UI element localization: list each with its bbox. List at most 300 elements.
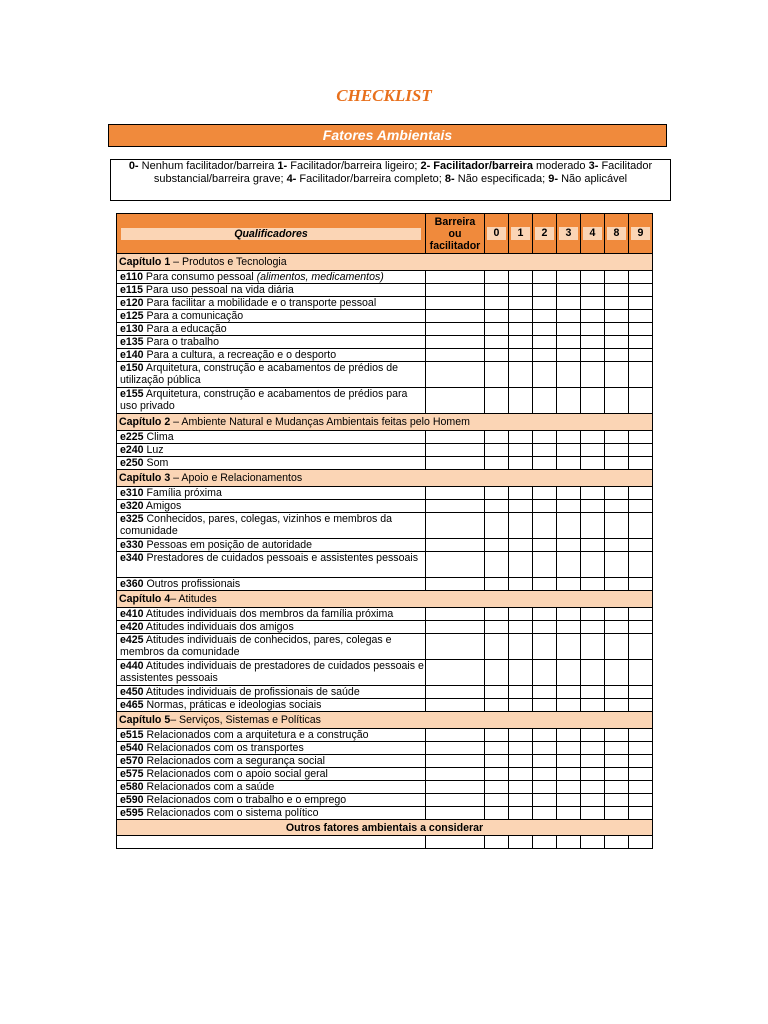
qualifier-cell[interactable]	[509, 388, 533, 414]
qualifier-cell[interactable]	[629, 444, 653, 457]
qualifier-cell[interactable]	[629, 362, 653, 388]
qualifier-cell[interactable]	[509, 686, 533, 699]
qualifier-cell[interactable]	[557, 362, 581, 388]
qualifier-cell[interactable]	[485, 742, 509, 755]
checklist-body	[117, 254, 653, 849]
qualifier-cell[interactable]	[509, 431, 533, 444]
barreira-cell[interactable]	[426, 284, 485, 297]
barreira-cell[interactable]	[426, 608, 485, 621]
qualifier-cell[interactable]	[581, 323, 605, 336]
qualifier-cell[interactable]	[629, 742, 653, 755]
qualifier-cell[interactable]	[485, 836, 509, 849]
qualifier-cell[interactable]	[485, 297, 509, 310]
qualifier-cell[interactable]	[557, 336, 581, 349]
qualifier-cell[interactable]	[581, 336, 605, 349]
item-description	[117, 388, 426, 414]
qualifier-cell[interactable]	[485, 271, 509, 284]
qualifier-cell[interactable]	[509, 634, 533, 660]
qualifier-cell[interactable]	[485, 539, 509, 552]
item-description	[117, 487, 426, 500]
item-description	[117, 807, 426, 820]
table-row	[117, 660, 653, 686]
qualifier-cell[interactable]	[533, 660, 557, 686]
qualifier-cell[interactable]	[533, 621, 557, 634]
qualifier-cell[interactable]	[509, 271, 533, 284]
barreira-cell[interactable]	[426, 487, 485, 500]
item-text: Relacionados com o trabalho e o emprego	[143, 794, 347, 806]
qualifier-cell[interactable]	[605, 742, 629, 755]
qualifier-cell[interactable]	[533, 457, 557, 470]
qualifier-cell[interactable]	[605, 323, 629, 336]
header-barreira	[426, 214, 485, 254]
qualifier-cell[interactable]	[581, 349, 605, 362]
qualifier-cell[interactable]	[509, 578, 533, 591]
qualifier-cell[interactable]	[605, 444, 629, 457]
item-code: e325	[120, 513, 144, 525]
qualifier-cell[interactable]	[557, 781, 581, 794]
barreira-cell[interactable]	[426, 457, 485, 470]
item-text: Família próxima	[143, 487, 222, 499]
qualifier-cell[interactable]	[557, 608, 581, 621]
qualifier-cell[interactable]	[629, 310, 653, 323]
qualifier-cell[interactable]	[485, 807, 509, 820]
qualifier-cell[interactable]	[533, 755, 557, 768]
qualifier-cell[interactable]	[581, 686, 605, 699]
qualifier-cell[interactable]	[557, 431, 581, 444]
qualifier-cell[interactable]	[509, 755, 533, 768]
qualifier-cell[interactable]	[533, 807, 557, 820]
qualifier-cell[interactable]	[485, 444, 509, 457]
barreira-cell[interactable]	[426, 686, 485, 699]
barreira-cell[interactable]	[426, 336, 485, 349]
chapter-row	[117, 254, 653, 271]
table-row	[117, 271, 653, 284]
header-num-label: 4	[583, 227, 602, 240]
qualifier-cell[interactable]	[485, 323, 509, 336]
item-description	[117, 336, 426, 349]
qualifier-cell[interactable]	[485, 634, 509, 660]
qualifier-cell[interactable]	[485, 336, 509, 349]
qualifier-cell[interactable]	[509, 621, 533, 634]
qualifier-cell[interactable]	[605, 686, 629, 699]
qualifier-cell[interactable]	[509, 336, 533, 349]
qualifier-cell[interactable]	[605, 755, 629, 768]
qualifier-cell[interactable]	[581, 794, 605, 807]
qualifier-cell[interactable]	[509, 297, 533, 310]
qualifier-cell[interactable]	[581, 284, 605, 297]
qualifier-cell[interactable]	[581, 634, 605, 660]
qualifier-cell[interactable]	[509, 660, 533, 686]
qualifier-cell[interactable]	[557, 349, 581, 362]
qualifier-cell[interactable]	[581, 729, 605, 742]
qualifier-cell[interactable]	[581, 444, 605, 457]
qualifier-cell[interactable]	[605, 284, 629, 297]
qualifier-cell[interactable]	[533, 781, 557, 794]
qualifier-cell[interactable]	[485, 768, 509, 781]
item-code: e330	[120, 539, 144, 551]
qualifier-cell[interactable]	[581, 310, 605, 323]
barreira-cell[interactable]	[426, 836, 485, 849]
table-row	[117, 336, 653, 349]
qualifier-cell[interactable]	[581, 742, 605, 755]
qualifier-cell[interactable]	[533, 349, 557, 362]
qualifier-cell[interactable]	[557, 513, 581, 539]
qualifier-cell[interactable]	[485, 729, 509, 742]
qualifier-cell[interactable]	[557, 271, 581, 284]
table-row	[117, 297, 653, 310]
qualifier-cell[interactable]	[485, 552, 509, 578]
qualifier-cell[interactable]	[509, 729, 533, 742]
table-row	[117, 323, 653, 336]
barreira-cell[interactable]	[426, 323, 485, 336]
qualifier-cell[interactable]	[629, 768, 653, 781]
item-description	[117, 500, 426, 513]
qualifier-cell[interactable]	[581, 500, 605, 513]
qualifier-cell[interactable]	[629, 431, 653, 444]
qualifier-cell[interactable]	[533, 297, 557, 310]
barreira-cell[interactable]	[426, 729, 485, 742]
qualifier-cell[interactable]	[533, 608, 557, 621]
qualifier-cell[interactable]	[629, 539, 653, 552]
item-code: e110	[120, 271, 143, 283]
item-text: Amigos	[143, 500, 182, 512]
qualifier-cell[interactable]	[605, 271, 629, 284]
qualifier-cell[interactable]	[581, 362, 605, 388]
qualifier-cell[interactable]	[509, 539, 533, 552]
qualifier-cell[interactable]	[485, 310, 509, 323]
qualifier-cell[interactable]	[509, 608, 533, 621]
qualifier-cell[interactable]	[485, 457, 509, 470]
qualifier-cell[interactable]	[605, 513, 629, 539]
qualifier-cell[interactable]	[629, 578, 653, 591]
qualifier-cell[interactable]	[605, 836, 629, 849]
qualifier-cell[interactable]	[629, 513, 653, 539]
qualifier-cell[interactable]	[629, 349, 653, 362]
qualifier-cell[interactable]	[557, 686, 581, 699]
table-row	[117, 608, 653, 621]
qualifier-cell[interactable]	[605, 310, 629, 323]
qualifier-cell[interactable]	[485, 755, 509, 768]
qualifier-cell[interactable]	[629, 457, 653, 470]
qualifier-cell[interactable]	[605, 768, 629, 781]
qualifier-cell[interactable]	[509, 513, 533, 539]
qualifier-cell[interactable]	[557, 660, 581, 686]
barreira-cell[interactable]	[426, 621, 485, 634]
qualifier-cell[interactable]	[629, 634, 653, 660]
qualifier-cell[interactable]	[605, 634, 629, 660]
qualifier-cell[interactable]	[557, 457, 581, 470]
table-row	[117, 362, 653, 388]
qualifier-cell[interactable]	[485, 699, 509, 712]
qualifier-cell[interactable]	[485, 349, 509, 362]
qualifier-cell[interactable]	[533, 388, 557, 414]
qualifier-cell[interactable]	[485, 431, 509, 444]
qualifier-cell[interactable]	[581, 608, 605, 621]
qualifier-cell[interactable]	[629, 500, 653, 513]
qualifier-cell[interactable]	[509, 836, 533, 849]
qualifier-cell[interactable]	[581, 836, 605, 849]
qualifier-cell[interactable]	[509, 284, 533, 297]
item-description	[117, 755, 426, 768]
qualifier-cell[interactable]	[629, 794, 653, 807]
barreira-cell[interactable]	[426, 513, 485, 539]
qualifier-cell[interactable]	[485, 621, 509, 634]
qualifier-cell[interactable]	[605, 552, 629, 578]
qualifier-cell[interactable]	[581, 513, 605, 539]
qualifier-cell[interactable]	[557, 699, 581, 712]
qualifier-cell[interactable]	[509, 807, 533, 820]
qualifier-cell[interactable]	[581, 578, 605, 591]
qualifier-cell[interactable]	[533, 323, 557, 336]
chapter-heading	[117, 712, 653, 729]
qualifier-cell[interactable]	[629, 608, 653, 621]
barreira-cell[interactable]	[426, 807, 485, 820]
barreira-cell[interactable]	[426, 271, 485, 284]
qualifier-cell[interactable]	[605, 608, 629, 621]
barreira-cell[interactable]	[426, 431, 485, 444]
qualifier-cell[interactable]	[509, 794, 533, 807]
qualifier-cell[interactable]	[509, 349, 533, 362]
qualifier-cell[interactable]	[485, 578, 509, 591]
barreira-cell[interactable]	[426, 500, 485, 513]
qualifier-cell[interactable]	[557, 621, 581, 634]
qualifier-cell[interactable]	[509, 310, 533, 323]
qualifier-cell[interactable]	[557, 310, 581, 323]
qualifier-cell[interactable]	[581, 755, 605, 768]
qualifier-cell[interactable]	[485, 608, 509, 621]
qualifier-cell[interactable]	[605, 660, 629, 686]
qualifier-cell[interactable]	[509, 487, 533, 500]
qualifier-cell[interactable]	[485, 388, 509, 414]
qualifier-cell[interactable]	[581, 699, 605, 712]
qualifier-cell[interactable]	[533, 699, 557, 712]
qualifier-cell[interactable]	[581, 431, 605, 444]
qualifier-cell[interactable]	[509, 552, 533, 578]
qualifier-cell[interactable]	[485, 284, 509, 297]
qualifier-cell[interactable]	[557, 836, 581, 849]
qualifier-cell[interactable]	[509, 742, 533, 755]
qualifier-cell[interactable]	[605, 699, 629, 712]
qualifier-cell[interactable]	[509, 781, 533, 794]
qualifier-cell[interactable]	[533, 500, 557, 513]
chapter-title: – Apoio e Relacionamentos	[170, 472, 303, 484]
qualifier-cell[interactable]	[581, 297, 605, 310]
qualifier-cell[interactable]	[629, 836, 653, 849]
table-row	[117, 284, 653, 297]
qualifier-cell[interactable]	[629, 271, 653, 284]
qualifier-cell[interactable]	[605, 781, 629, 794]
qualifier-cell[interactable]	[509, 699, 533, 712]
qualifier-cell[interactable]	[581, 781, 605, 794]
qualifier-cell[interactable]	[557, 729, 581, 742]
qualifier-cell[interactable]	[581, 271, 605, 284]
header-col-8	[605, 214, 629, 254]
qualifier-cell[interactable]	[485, 500, 509, 513]
qualifier-cell[interactable]	[533, 431, 557, 444]
qualifier-cell[interactable]	[533, 310, 557, 323]
qualifier-cell[interactable]	[605, 336, 629, 349]
barreira-cell[interactable]	[426, 794, 485, 807]
qualifier-cell[interactable]	[605, 431, 629, 444]
qualifier-cell[interactable]	[533, 729, 557, 742]
qualifier-cell[interactable]	[629, 729, 653, 742]
barreira-cell[interactable]	[426, 634, 485, 660]
barreira-cell[interactable]	[426, 310, 485, 323]
barreira-cell[interactable]	[426, 755, 485, 768]
qualifier-cell[interactable]	[485, 487, 509, 500]
qualifier-cell[interactable]	[605, 621, 629, 634]
barreira-cell[interactable]	[426, 660, 485, 686]
qualifier-cell[interactable]	[581, 621, 605, 634]
qualifier-cell[interactable]	[629, 297, 653, 310]
qualifier-cell[interactable]	[533, 444, 557, 457]
qualifier-cell[interactable]	[533, 284, 557, 297]
qualifier-cell[interactable]	[629, 487, 653, 500]
qualifier-cell[interactable]	[629, 336, 653, 349]
barreira-cell[interactable]	[426, 539, 485, 552]
item-description	[117, 457, 426, 470]
barreira-cell[interactable]	[426, 578, 485, 591]
qualifier-cell[interactable]	[533, 768, 557, 781]
qualifier-cell[interactable]	[581, 487, 605, 500]
qualifier-cell[interactable]	[557, 794, 581, 807]
item-text: Arquitetura, construção e acabamentos de prédios de utilização pública	[120, 362, 398, 386]
qualifier-cell[interactable]	[629, 699, 653, 712]
qualifier-cell[interactable]	[509, 323, 533, 336]
qualifier-cell[interactable]	[533, 578, 557, 591]
item-code: e580	[120, 781, 144, 793]
qualifier-cell[interactable]	[533, 552, 557, 578]
qualifier-cell[interactable]	[629, 755, 653, 768]
qualifier-cell[interactable]	[557, 388, 581, 414]
barreira-cell[interactable]	[426, 444, 485, 457]
barreira-cell[interactable]	[426, 742, 485, 755]
qualifier-cell[interactable]	[509, 362, 533, 388]
barreira-cell[interactable]	[426, 297, 485, 310]
qualifier-cell[interactable]	[557, 284, 581, 297]
qualifier-cell[interactable]	[557, 768, 581, 781]
qualifier-cell[interactable]	[485, 794, 509, 807]
qualifier-cell[interactable]	[605, 794, 629, 807]
chapter-row	[117, 712, 653, 729]
barreira-cell[interactable]	[426, 362, 485, 388]
item-text: Atitudes individuais dos membros da família próxima	[143, 608, 394, 620]
qualifier-cell[interactable]	[557, 487, 581, 500]
qualifier-cell[interactable]	[605, 500, 629, 513]
qualifier-cell[interactable]	[557, 297, 581, 310]
barreira-cell[interactable]	[426, 349, 485, 362]
qualifier-cell[interactable]	[533, 634, 557, 660]
barreira-cell[interactable]	[426, 552, 485, 578]
qualifier-cell[interactable]	[605, 807, 629, 820]
qualifier-cell[interactable]	[629, 621, 653, 634]
item-text: Relacionados com o apoio social geral	[143, 768, 328, 780]
table-row	[117, 431, 653, 444]
barreira-cell[interactable]	[426, 781, 485, 794]
qualifier-cell[interactable]	[581, 457, 605, 470]
table-row	[117, 349, 653, 362]
qualifier-cell[interactable]	[533, 742, 557, 755]
qualifier-cell[interactable]	[581, 660, 605, 686]
qualifier-cell[interactable]	[581, 768, 605, 781]
qualifier-cell[interactable]	[509, 768, 533, 781]
qualifier-cell[interactable]	[509, 444, 533, 457]
qualifier-cell[interactable]	[581, 807, 605, 820]
qualifier-cell[interactable]	[485, 781, 509, 794]
qualifier-cell[interactable]	[557, 755, 581, 768]
qualifier-cell[interactable]	[533, 686, 557, 699]
qualifier-cell[interactable]	[557, 578, 581, 591]
chapter-heading	[117, 414, 653, 431]
qualifier-cell[interactable]	[605, 487, 629, 500]
qualifier-cell[interactable]	[509, 500, 533, 513]
qualifier-cell[interactable]	[485, 686, 509, 699]
qualifier-cell[interactable]	[533, 362, 557, 388]
qualifier-cell[interactable]	[533, 487, 557, 500]
qualifier-cell[interactable]	[533, 836, 557, 849]
qualifier-cell[interactable]	[605, 388, 629, 414]
other-factor-description-cell[interactable]	[117, 836, 426, 849]
qualifier-cell[interactable]	[557, 742, 581, 755]
qualifier-cell[interactable]	[629, 388, 653, 414]
qualifier-cell[interactable]	[629, 323, 653, 336]
qualifier-cell[interactable]	[485, 660, 509, 686]
qualifier-cell[interactable]	[605, 729, 629, 742]
legend-code-2: 2- Facilitador/barreira	[420, 160, 533, 172]
qualifier-cell[interactable]	[533, 513, 557, 539]
qualifier-cell[interactable]	[629, 660, 653, 686]
qualifier-cell[interactable]	[485, 513, 509, 539]
qualifier-cell[interactable]	[605, 362, 629, 388]
qualifier-cell[interactable]	[581, 552, 605, 578]
item-description	[117, 323, 426, 336]
qualifier-cell[interactable]	[629, 686, 653, 699]
qualifier-cell[interactable]	[557, 500, 581, 513]
table-row	[117, 742, 653, 755]
qualifier-cell[interactable]	[533, 539, 557, 552]
legend-text-0: Nenhum facilitador/barreira	[138, 160, 278, 172]
qualifier-cell[interactable]	[605, 297, 629, 310]
qualifier-cell[interactable]	[629, 807, 653, 820]
barreira-cell[interactable]	[426, 768, 485, 781]
qualifier-cell[interactable]	[533, 794, 557, 807]
qualifier-cell[interactable]	[605, 457, 629, 470]
qualifier-cell[interactable]	[581, 539, 605, 552]
qualifier-cell[interactable]	[605, 539, 629, 552]
header-num-label: 3	[559, 227, 578, 240]
barreira-cell[interactable]	[426, 699, 485, 712]
qualifier-cell[interactable]	[533, 336, 557, 349]
qualifier-cell[interactable]	[605, 349, 629, 362]
qualifier-cell[interactable]	[629, 781, 653, 794]
qualifier-cell[interactable]	[557, 323, 581, 336]
table-row	[117, 513, 653, 539]
qualifier-cell[interactable]	[557, 552, 581, 578]
qualifier-cell[interactable]	[629, 552, 653, 578]
qualifier-cell[interactable]	[533, 271, 557, 284]
qualifier-cell[interactable]	[557, 807, 581, 820]
qualifier-cell[interactable]	[557, 539, 581, 552]
qualifier-cell[interactable]	[581, 388, 605, 414]
qualifier-cell[interactable]	[509, 457, 533, 470]
barreira-cell[interactable]	[426, 388, 485, 414]
qualifier-cell[interactable]	[557, 444, 581, 457]
qualifier-cell[interactable]	[485, 362, 509, 388]
header-col-2	[533, 214, 557, 254]
qualifier-cell[interactable]	[605, 578, 629, 591]
qualifier-cell[interactable]	[557, 634, 581, 660]
qualifier-cell[interactable]	[629, 284, 653, 297]
